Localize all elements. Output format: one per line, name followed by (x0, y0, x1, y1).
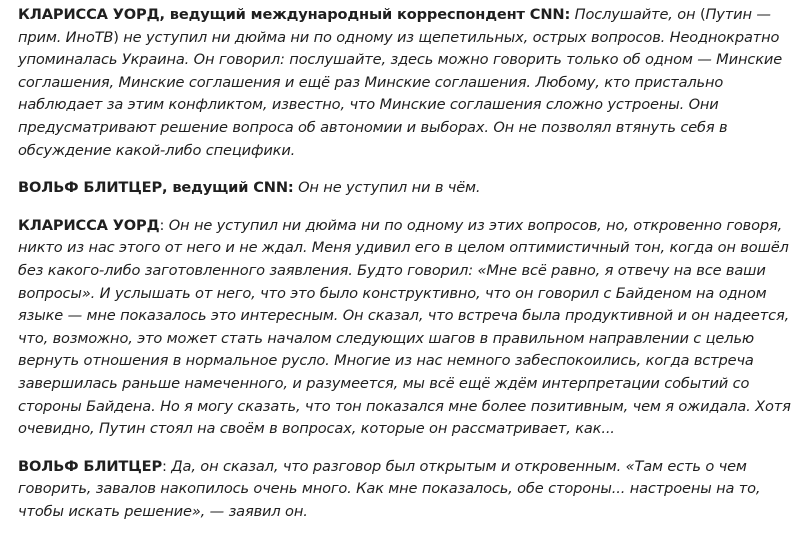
paragraph-blitzer-1 (18, 177, 794, 200)
note-close-paren: ) (113, 28, 119, 46)
quote-text: не уступил ни дюйма ни по одному из щепетильных, острых вопросов. Неоднократно упоминалась Украина. Он говорил: послушайте, здесь можно говорить только об одном — Минские соглашения, Минские соглашения и ещё раз Минские соглашения. Любому, кто пристально наблюдает за этим конфликтом, известно, что Минские соглашения сложно устроены. Они предусматривают решение вопроса об автономии и выборах. Он не позволял втянуть себя в обсуждение какой-либо специфики. (18, 28, 783, 159)
speaker-separator: : (159, 216, 165, 234)
paragraph-ward-2 (18, 215, 794, 441)
quote-text: Он не уступил ни дюйма ни по одному из этих вопросов, но, откровенно говоря, никто из нас этого от него и не ждал. Меня удивил его в целом оптимистичный тон, когда он вошёл без какого-либо заготовленного заявления. Будто говорил: «Мне всё равно, я отвечу на все ваши вопросы». И услышать от него, что это было конструктивно, что он говорил с Байденом на одном языке — мне показалось это интересным. Он сказал, что встреча была продуктивной и он надеется, что, возможно, это может стать началом следующих шагов в правильном направлении с целью вернуть отношения в нормальное русло. Многие из нас немного забеспокоились, когда встреча завершилась раньше намеченного, и разумеется, мы всё ещё ждём интерпретации событий со стороны Байдена. Но я могу сказать, что тон показался мне более позитивным, чем я ожидала. Хотя очевидно, Путин стоял на своём в вопросах, которые он рассматривает, как... (18, 216, 791, 438)
note-open-paren: ( (699, 6, 706, 23)
quote-text: Послушайте, он (570, 6, 700, 23)
quote-text: Да, он сказал, что разговор был открытым и откровенным. «Там есть о чем говорить, завалов накопилось очень много. Как мне показалось, обе стороны... настроены на то, чтобы искать решение», — заявил он. (18, 457, 761, 520)
speaker-separator: : (162, 457, 167, 475)
speaker-name: КЛАРИССА УОРД (18, 216, 160, 234)
paragraph-ward-1 (18, 4, 794, 162)
paragraph-blitzer-2 (18, 456, 794, 524)
quote-text: Он не уступил ни в чём. (293, 179, 481, 197)
article-body (18, 4, 794, 538)
editor-note: Путин — прим. ИноТВ (18, 6, 771, 46)
speaker-name: ВОЛЬФ БЛИТЦЕР (18, 457, 162, 475)
speaker-name: ВОЛЬФ БЛИТЦЕР, ведущий CNN: (18, 179, 294, 197)
speaker-name: КЛАРИССА УОРД, ведущий международный корреспондент CNN: (18, 6, 571, 23)
